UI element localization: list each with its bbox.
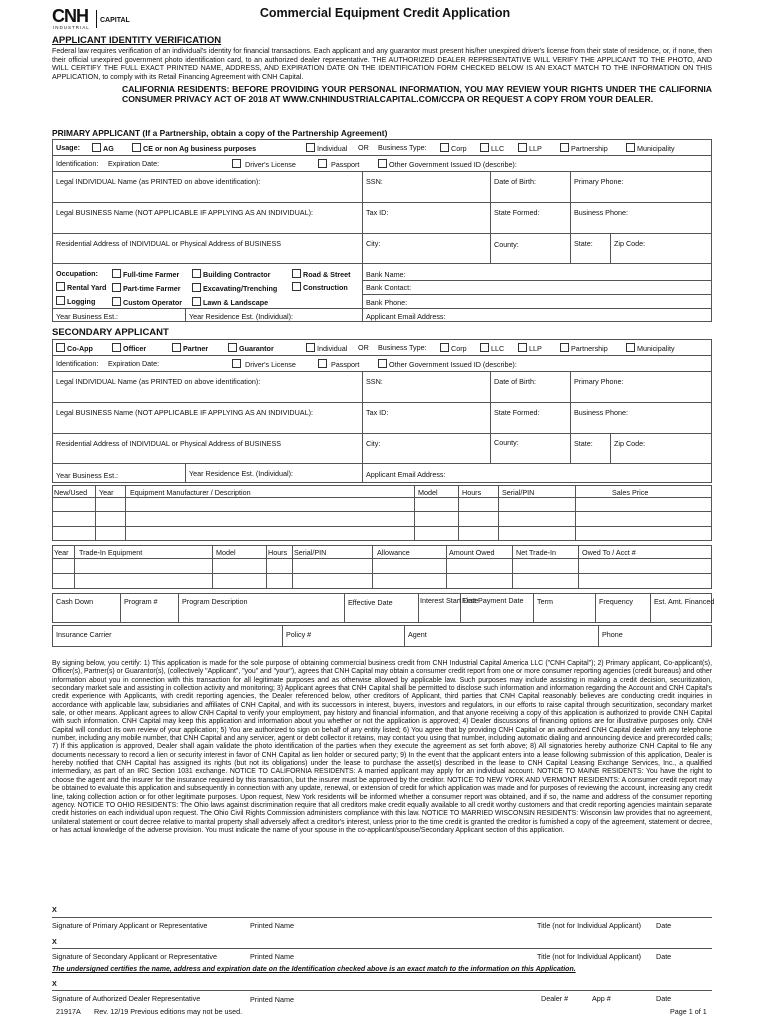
trade-col-model: Model [216, 548, 236, 557]
ins-col-agent: Agent [408, 630, 427, 639]
ssn-field[interactable]: SSN: [366, 177, 383, 186]
occ-lawn[interactable]: Lawn & Landscape [192, 297, 268, 307]
sec-state-field[interactable]: State: [574, 439, 593, 448]
occ-construction[interactable]: Construction [292, 282, 348, 292]
page-number: Page 1 of 1 [670, 1007, 707, 1016]
occ-road[interactable]: Road & Street [292, 269, 351, 279]
trade-col-hours: Hours [268, 548, 288, 557]
checkbox[interactable] [192, 297, 201, 306]
sec-passport-option[interactable]: Passport [318, 359, 359, 369]
checkbox[interactable] [228, 343, 237, 352]
sec-tax-id-field[interactable]: Tax ID: [366, 408, 389, 417]
checkbox[interactable] [56, 296, 65, 305]
checkbox[interactable] [112, 269, 121, 278]
sec-residential-field[interactable]: Residential Address of INDIVIDUAL or Physical Address of BUSINESS [56, 439, 282, 448]
form-number: 21917A [56, 1007, 81, 1016]
prog-col-first-payment: First Payment Date [462, 596, 524, 605]
sec-individual-option[interactable]: Individual [306, 343, 347, 353]
prog-col-number: Program # [124, 597, 158, 606]
partner-option[interactable]: Partner [172, 343, 208, 353]
sec-county-field[interactable]: County: [494, 438, 519, 447]
business-phone-field[interactable]: Business Phone: [574, 208, 628, 217]
occ-logging[interactable]: Logging [56, 296, 95, 306]
sec-zip-field[interactable]: Zip Code: [614, 439, 646, 448]
legal-business-field[interactable]: Legal BUSINESS Name (NOT APPLICABLE IF APPLYING AS AN INDIVIDUAL): [56, 208, 313, 217]
checkbox[interactable] [626, 143, 635, 152]
checkbox[interactable] [232, 159, 241, 168]
dealer-signature-line[interactable]: Signature of Authorized Dealer Representative [52, 994, 201, 1003]
checkbox[interactable] [378, 159, 387, 168]
trade-col-year: Year [54, 548, 69, 557]
checkbox[interactable] [440, 343, 449, 352]
llc-option[interactable]: LLC [480, 143, 504, 153]
prog-col-interest: Interest Start Date [420, 596, 479, 605]
checkbox[interactable] [192, 269, 201, 278]
tax-id-field[interactable]: Tax ID: [366, 208, 389, 217]
equip-col-hours: Hours [462, 488, 482, 497]
equip-col-newused: New/Used [54, 488, 88, 497]
primary-heading: PRIMARY APPLICANT (If a Partnership, obtain a copy of the Partnership Agreement) [52, 128, 388, 138]
secondary-signature-line[interactable]: Signature of Secondary Applicant or Representative [52, 952, 218, 961]
primary-signature-line[interactable]: Signature of Primary Applicant or Representative [52, 921, 208, 930]
checkbox[interactable] [306, 343, 315, 352]
primary-phone-field[interactable]: Primary Phone: [574, 177, 624, 186]
prog-col-term: Term [537, 597, 553, 606]
state-field[interactable]: State: [574, 239, 593, 248]
county-field[interactable]: County: [494, 240, 519, 249]
dealer-x-mark: X [52, 979, 57, 988]
checkbox[interactable] [318, 359, 327, 368]
app-number[interactable]: App # [592, 994, 611, 1003]
secondary-x-mark: X [52, 937, 57, 946]
occupation-label: Occupation: [56, 269, 98, 278]
occ-part-time[interactable]: Part-time Farmer [112, 283, 181, 293]
sec-llp-option[interactable]: LLP [518, 343, 542, 353]
checkbox[interactable] [292, 269, 301, 278]
identification-label: Identification: [56, 159, 99, 168]
checkbox[interactable] [92, 143, 101, 152]
occ-excavating[interactable]: Excavating/Trenching [192, 283, 277, 293]
checkbox[interactable] [132, 143, 141, 152]
individual-option[interactable]: Individual [306, 143, 347, 153]
legal-name-field[interactable]: Legal INDIVIDUAL Name (as PRINTED on above identification): [56, 177, 261, 186]
logo-sub: INDUSTRIAL [53, 25, 90, 30]
checkbox[interactable] [306, 143, 315, 152]
sec-legal-name-field[interactable]: Legal INDIVIDUAL Name (as PRINTED on above identification): [56, 377, 261, 386]
year-business-field[interactable]: Year Business Est.: [56, 312, 119, 321]
trade-col-owed: Amount Owed [449, 548, 495, 557]
sec-primary-phone-field[interactable]: Primary Phone: [574, 377, 624, 386]
checkbox[interactable] [318, 159, 327, 168]
sec-year-business-field[interactable]: Year Business Est.: [56, 471, 119, 480]
or-label: OR [358, 143, 369, 152]
sec-expiration-label: Expiration Date: [108, 359, 160, 368]
prog-col-financed: Est. Amt. Financed [654, 597, 715, 606]
california-notice: CALIFORNIA RESIDENTS: BEFORE PROVIDING YOUR PERSONAL INFORMATION, YOU MAY REVIEW YOUR RIGHTS UNDER THE CALIFORNIA CONSUMER PRIVACY ACT OF 2018 AT WWW.CNHINDUSTRIALCAPITAL.COM/CCPA OR REQUEST A COPY FROM YOUR DEALER. [122, 84, 712, 104]
checkbox[interactable] [172, 343, 181, 352]
occ-building[interactable]: Building Contractor [192, 269, 270, 279]
dealer-number[interactable]: Dealer # [541, 994, 569, 1003]
ins-col-phone: Phone [602, 630, 623, 639]
prog-col-effective: Effective Date [348, 598, 393, 607]
guarantor-option[interactable]: Guarantor [228, 343, 274, 353]
secondary-printed-name[interactable]: Printed Name [250, 952, 294, 961]
state-formed-field[interactable]: State Formed: [494, 208, 540, 217]
trade-col-net: Net Trade-In [516, 548, 556, 557]
sec-municipality-option[interactable]: Municipality [626, 343, 675, 353]
sec-city-field[interactable]: City: [366, 439, 381, 448]
dealer-date[interactable]: Date [656, 994, 672, 1003]
identity-heading: APPLICANT IDENTITY VERIFICATION [52, 35, 222, 46]
equip-col-year: Year [99, 488, 114, 497]
identity-body: Federal law requires verification of an individual's identity for financial transactions. Each applicant and any guarantor must present his/her unexpired driver's license from their state of residence, or, if none, then their official unexpired government photo identification card, to an authorized dealer representative. THE AUTHORIZED DEALER REPRESENTATIVE WILL VERIFY THE APPLICANT TO THE PHOTO, AND WILL CERTIFY THE FULL EXACT PRINTED NAME, ADDRESS, AND EXPIRATION DATE ON THE IDENTIFICATION FORM CHECKED BELOW IS AN EXACT MATCH TO THE INFORMATION ON THIS APPLICATION, to comply with its Retail Financing Agreement with CNH Capital. [52, 47, 712, 81]
checkbox[interactable] [56, 343, 65, 352]
checkbox[interactable] [480, 143, 489, 152]
officer-option[interactable]: Officer [112, 343, 146, 353]
prog-col-frequency: Frequency [599, 597, 633, 606]
sec-ssn-field[interactable]: SSN: [366, 377, 383, 386]
equip-col-price: Sales Price [612, 488, 649, 497]
bank-name-field[interactable]: Bank Name: [366, 270, 406, 279]
drivers-license-option[interactable]: Driver's License [232, 159, 296, 169]
bank-contact-field[interactable]: Bank Contact: [366, 283, 412, 292]
prog-col-cash: Cash Down [56, 597, 94, 606]
checkbox[interactable] [560, 143, 569, 152]
primary-date[interactable]: Date [656, 921, 672, 930]
email-field[interactable]: Applicant Email Address: [366, 312, 446, 321]
usage-ag[interactable]: AG [92, 143, 114, 153]
trade-col-allowance: Allowance [377, 548, 410, 557]
equip-col-description: Equipment Manufacturer / Description [130, 488, 251, 497]
primary-title[interactable]: Title (not for Individual Applicant) [537, 921, 642, 930]
certification-text: By signing below, you certify: 1) This application is made for the sole purpose of obtaining commercial business credit from CNH Industrial Capital America LLC ("CNH Capital"); 2) Primary applicant, Co-applicant(s), Officer(s), Partner(s) or Guarantor(s), (collectively "Applicant", "you" and "your"), agrees that CNH Capital may obtain a consumer credit report from one or more consumer reporting agencies (credit bureaus) and other information about you in connection with this transaction for all legitimate purposes and as otherwise allowed by applicable law. Such purposes may include assisting in making a credit decision, securitization, secondary market sale and assisting in collection activity and monitoring; 3) Applicant agrees that CNH Capital shall be permitted to disclose such information and information regarding the Account and CNH Capital's credit experience with Applicants, with credit reporting agencies, the Dealer referenced below, other creditors of Applicant, third parties that CNH Capital reasonably believes are conducting credit inquiries in accordance with applicable law, subsidiaries and affiliates of CNH Capital, and with its successors in interest, buyers, investors and regulators, in our efforts to raise capital through securitization, secondary market sale, or other means. Applicant agrees to allow CNH Capital to verify your employment, pay history and financial information, and that anyone receiving a copy of this application is authorized to provide CNH Capital with such information. CNH Capital may keep this application and information about you whether or not the application is approved; 4) Dealer discussions of financing options are for illustrative purposes only. CNH Capital will conduct its own review of your application; 5) You are authorized to sign on behalf of any entity listed; 6) You agree that by providing CNH Capital or an authorized CNH Capital dealer with any telephone number, including any mobile number, that CNH Capital and any servicer, agent or debt collector it retains, may contact you using that number, including automatic dialing and announcing device and prerecorded calls; 7) If this application is approved, Dealer shall again validate the photo identification of the parties when they execute the agreement as set forth above; 8) All signatories hereby authorize CNH Capital to file any documents necessary to record a lien or security interest in favor of CNH Capital as lien holder or secured party; 9) In the event that the applicant enters into a lease following submission of this application, Dealer is hereby notified that CNH Capital has assigned its rights (but not its obligations) under the lease to purchase the asset(s) described in the lease to CNH Capital Leasing Exchange Services, Inc., a qualified intermediary, as part of an IRC Section 1031 exchange. NOTICE TO CALIFORNIA RESIDENTS: A married applicant may apply for an individual account. NOTICE TO MAINE RESIDENTS: You have the right to choose the agent and the insurer for the insurance required by this transaction, but the insurer must be approved by the creditor. NOTICE TO NEW YORK AND VERMONT RESIDENTS: A consumer credit report may be obtained to evaluate this application and subsequently in connection with any update, renewal, or extension of credit for which application was made and for purposes of reviewing the account, increasing any credit line, taking collection action or for other legitimate purposes. Upon request, New York residents will be informed whether a consumer report was obtained, and if so, the name and address of the consumer reporting agency. NOTICE TO OHIO RESIDENTS: The Ohio laws against discrimination require that all creditors make credit equally available to all credit worthy customers and that credit reporting agencies maintain separate credit histories on each individual upon request. The Ohio Civil Rights Commission administers compliance with this law. NOTICE TO MARRIED WISCONSIN RESIDENTS: Wisconsin law provides that no agreement, unilateral statement or court decree relative to marital property shall adversely affect a creditor's interest, unless prior to the time credit is granted the creditor is furnished a copy of the agreement, statement or decree, or has actual knowledge of the adverse provision. You must indicate the name of your spouse in the co-applicant/spouse/Secondary Applicant section of this application. [52, 660, 712, 834]
secondary-title[interactable]: Title (not for Individual Applicant) [537, 952, 642, 961]
primary-x-mark: X [52, 905, 57, 914]
checkbox[interactable] [518, 343, 527, 352]
checkbox[interactable] [518, 143, 527, 152]
year-residence-field[interactable]: Year Residence Est. (Individual): [189, 312, 294, 321]
municipality-option[interactable]: Municipality [626, 143, 675, 153]
checkbox[interactable] [192, 283, 201, 292]
dob-field[interactable]: Date of Birth: [494, 177, 536, 186]
corp-option[interactable]: Corp [440, 143, 467, 153]
residential-field[interactable]: Residential Address of INDIVIDUAL or Physical Address of BUSINESS [56, 239, 282, 248]
checkbox[interactable] [112, 297, 121, 306]
prog-col-description: Program Description [182, 597, 248, 606]
passport-option[interactable]: Passport [318, 159, 359, 169]
ins-col-carrier: Insurance Carrier [56, 630, 112, 639]
secondary-heading: SECONDARY APPLICANT [52, 327, 169, 338]
sec-email-field[interactable]: Applicant Email Address: [366, 470, 446, 479]
business-type-label: Business Type: [378, 143, 427, 152]
undersigned-statement: The undersigned certifies the name, address and expiration date on the Identification checked above is an exact match to the information on this Application. [52, 966, 576, 973]
sec-drivers-license-option[interactable]: Driver's License [232, 359, 296, 369]
trade-col-equipment: Trade-In Equipment [79, 548, 143, 557]
occ-custom[interactable]: Custom Operator [112, 297, 182, 307]
sec-state-formed-field[interactable]: State Formed: [494, 408, 540, 417]
sec-corp-option[interactable]: Corp [440, 343, 467, 353]
logo-capital: CAPITAL [100, 17, 130, 24]
zip-field[interactable]: Zip Code: [614, 239, 646, 248]
sec-other-id-option[interactable]: Other Government Issued ID (describe): [378, 359, 517, 369]
trade-col-serial: Serial/PIN [294, 548, 327, 557]
secondary-date[interactable]: Date [656, 952, 672, 961]
ins-col-policy: Policy # [286, 630, 312, 639]
usage-ce[interactable]: CE or non Ag business purposes [132, 143, 256, 153]
expiration-label: Expiration Date: [108, 159, 160, 168]
sec-business-type-label: Business Type: [378, 343, 427, 352]
llp-option[interactable]: LLP [518, 143, 542, 153]
checkbox[interactable] [112, 283, 121, 292]
coapp-option[interactable]: Co-App [56, 343, 93, 353]
checkbox[interactable] [56, 282, 65, 291]
logo-text: CNH [52, 6, 88, 26]
occ-rental[interactable]: Rental Yard [56, 282, 106, 292]
equip-col-model: Model [418, 488, 438, 497]
sec-partnership-option[interactable]: Partnership [560, 343, 608, 353]
dealer-printed-name[interactable]: Printed Name [250, 995, 294, 1004]
city-field[interactable]: City: [366, 239, 381, 248]
sec-or-label: OR [358, 343, 369, 352]
sec-year-residence-field[interactable]: Year Residence Est. (Individual): [189, 469, 294, 478]
checkbox[interactable] [112, 343, 121, 352]
partnership-option[interactable]: Partnership [560, 143, 608, 153]
checkbox[interactable] [560, 343, 569, 352]
checkbox[interactable] [378, 359, 387, 368]
checkbox[interactable] [440, 143, 449, 152]
bank-phone-field[interactable]: Bank Phone: [366, 298, 408, 307]
sec-dob-field[interactable]: Date of Birth: [494, 377, 536, 386]
sec-identification-label: Identification: [56, 359, 99, 368]
sec-business-phone-field[interactable]: Business Phone: [574, 408, 628, 417]
equip-col-serial: Serial/PIN [502, 488, 535, 497]
sec-legal-business-field[interactable]: Legal BUSINESS Name (NOT APPLICABLE IF APPLYING AS AN INDIVIDUAL): [56, 408, 313, 417]
checkbox[interactable] [626, 343, 635, 352]
trade-col-owed-to: Owed To / Acct # [582, 548, 636, 557]
page-title: Commercial Equipment Credit Application [259, 6, 511, 20]
usage-label: Usage: [56, 143, 80, 152]
primary-printed-name[interactable]: Printed Name [250, 921, 294, 930]
other-id-option[interactable]: Other Government Issued ID (describe): [378, 159, 517, 169]
revision-note: Rev. 12/19 Previous editions may not be used. [94, 1007, 243, 1016]
checkbox[interactable] [232, 359, 241, 368]
checkbox[interactable] [480, 343, 489, 352]
sec-llc-option[interactable]: LLC [480, 343, 504, 353]
occ-full-time[interactable]: Full-time Farmer [112, 269, 179, 279]
checkbox[interactable] [292, 282, 301, 291]
